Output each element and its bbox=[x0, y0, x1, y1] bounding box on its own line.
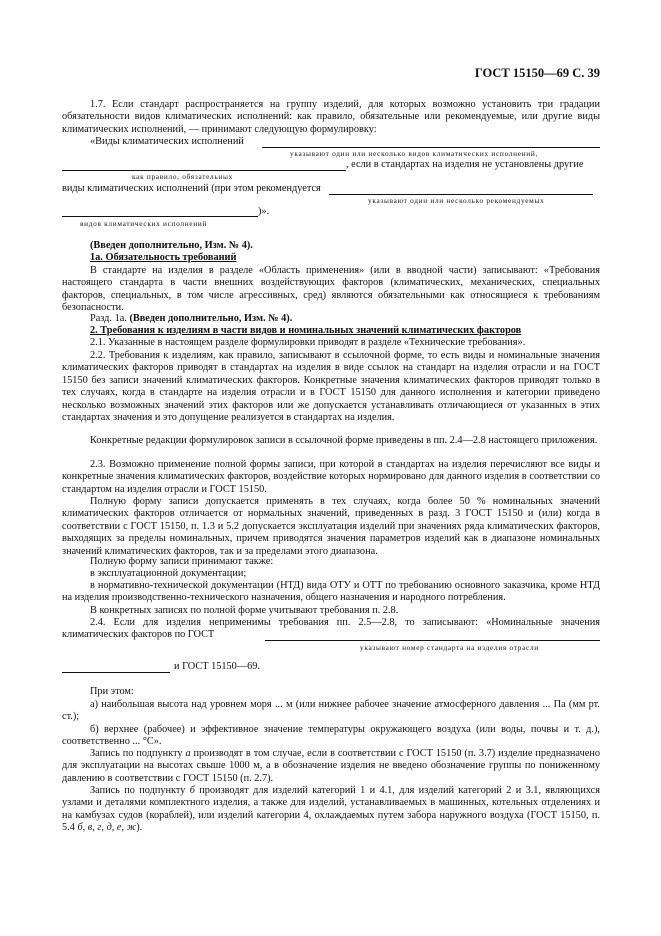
formula-line-4-tail: )». bbox=[258, 206, 270, 217]
caption-3: указывают один или несколько рекомендуемых bbox=[368, 196, 545, 205]
gost-line-tail: и ГОСТ 15150—69. bbox=[174, 661, 260, 672]
page-header-code: ГОСТ 15150—69 С. 39 bbox=[474, 66, 600, 80]
para-2-4: 2.4. Если для изделия неприменимы требования пп. 2.5—2.8, то записывают: «Номинальные значения климатических факторов по ГОСТ bbox=[62, 617, 600, 641]
para-1-7: 1.7. Если стандарт распространяется на группу изделий, для которых возможно установить три градации обязательности видов климатических исполнений: как правило, обязательные или рекомендуемые, или другие виды климатических исполнений, — принимают следующую формулировку: bbox=[62, 99, 600, 135]
para-record-a bbox=[62, 748, 600, 785]
section-2-title-text: 2. Требования к изделиям в части видов и номинальных значений климатических факторов bbox=[90, 325, 522, 336]
formula-line-2-tail: , если в стандартах на изделия не установлены другие bbox=[346, 159, 584, 170]
para-whereas: При этом: bbox=[90, 686, 134, 697]
caption-1: указывают один или несколько видов климатических исполнений, bbox=[290, 149, 538, 158]
para-record-a-1: Запись по подпункту bbox=[90, 748, 186, 759]
caption-4: видов климатических исполнений bbox=[80, 219, 208, 228]
para-specific: В конкретных записях по полной форме учитывают требования п. 2.8. bbox=[90, 605, 399, 616]
blank-line-4 bbox=[62, 216, 258, 217]
para-record-b-letter: б bbox=[189, 785, 195, 796]
para-2-2: 2.2. Требования к изделиям, как правило, записывают в ссылочной форме, то есть виды и номинальные значения климатических факторов приводят в стандартах на изделия в виде ссылок на стандарт на изделия отрасли и на ГОСТ 15150 без записи значений климатических факторов. Конкретные значения климатических факторов приводят только в тех случаях, когда в стандарте на изделия отрасли и в ГОСТ 15150 для данного исполнения и категории приведено несколько возможных значений этих факторов или же допускается устанавливать отличающиеся от указанных в этих стандартах значения и это допущение реализуется в стандартах на изделия. bbox=[62, 350, 600, 424]
para-record-a-2: производят в том случае, если в соответствии с ГОСТ 15150 (п. 3.7) изделие предназначено для эксплуатации на высотах свыше 1000 м, а в обозначение изделия не введено обозначение группы по пониженному давлению в соответствии с ГОСТ 15150 (п. 2.7). bbox=[62, 748, 600, 784]
blank-line-gost-2 bbox=[62, 672, 170, 673]
blank-line-1 bbox=[262, 147, 600, 148]
para-also: Полную форму записи принимают также: bbox=[90, 556, 274, 567]
para-full-form: Полную форму записи допускается применять в тех случаях, когда более 50 % номинальных значений климатических факторов отличается от нормальных значений, приведенных в разд. 3 ГОСТ 15150 и (или) когда в соответствии с ГОСТ 15150, п. 1.3 и 5.2 допускается эксплуатация изделий при значениях ряда климатических факторов, выходящих за пределы номинальных, причем приводятся значения параметров изделий как в диапазоне номинальных значений климатических факторов, так и за пределами этого диапазона. bbox=[62, 496, 600, 557]
para-record-b bbox=[62, 785, 600, 835]
para-concrete-forms: Конкретные редакции формулировок записи в ссылочной форме приведены в пп. 2.4—2.8 настоящего приложения. bbox=[90, 435, 598, 446]
formula-line-1: «Виды климатических исполнений bbox=[90, 136, 244, 147]
para-record-a-letter: а bbox=[185, 748, 191, 759]
blank-line-2 bbox=[62, 170, 346, 171]
para-record-b-2: производят для изделий категорий 1 и 4.1, для изделий категорий 2 и 3.1, являющихся узлами и деталями комплектного изделия, а также для изделий, устанавливаемых в машинных, котельных отделениях и на камбузах судов (кораблей), или изделий категории 4, охлаждаемых путем забора наружного воздуха (ГОСТ 15150, п. 5.4 bbox=[62, 785, 600, 834]
section-1a-amendment bbox=[90, 313, 292, 325]
blank-line-gost bbox=[265, 640, 600, 641]
amendment-note-1: (Введен дополнительно, Изм. № 4). bbox=[90, 240, 253, 251]
para-record-b-3: ). bbox=[136, 822, 143, 834]
caption-2: как правило, обязательных bbox=[132, 172, 233, 181]
section-1a-amendment-prefix: Разд. 1а. bbox=[90, 313, 130, 324]
para-item-a: а) наибольшая высота над уровнем моря ... м (или нижнее рабочее значение атмосферного давления ... Па (мм рт. ст.); bbox=[62, 699, 600, 723]
para-2-1: 2.1. Указанные в настоящем разделе формулировки приводят в разделе «Технические требования». bbox=[90, 337, 526, 348]
para-record-b-1: Запись по подпункту bbox=[90, 785, 190, 796]
section-2-title bbox=[90, 325, 521, 337]
para-2-3: 2.3. Возможно применение полной формы записи, при которой в стандартах на изделия перечисляют все виды и конкретные значения климатических факторов, воздействие которых нормировано для данного изделия в соответствии со стандартом на изделия отрасли и ГОСТ 15150. bbox=[62, 459, 600, 495]
section-1a-title: 1а. Обязательность требований bbox=[90, 252, 237, 263]
para-item-b: б) верхнее (рабочее) и эффективное значение температуры окружающего воздуха (или воды, почвы и т. д.), соответственно ... °С». bbox=[62, 724, 600, 748]
para-ntd: в нормативно-технической документации (НТД) вида ОТУ и ОТТ по требованию основного заказчика, кроме НТД на изделия производственно-технического назначения, общего назначения и народного потребления. bbox=[62, 580, 600, 604]
caption-2-4: указывают номер стандарта на изделия отрасли bbox=[360, 643, 539, 652]
formula-line-3: виды климатических исполнений (при этом рекомендуется bbox=[62, 183, 321, 194]
section-1a-amendment-text: (Введен дополнительно, Изм. № 4). bbox=[129, 313, 293, 324]
section-1a-para: В стандарте на изделия в разделе «Область применения» (или в вводной части) записывают: «Требования настоящего стандарта в части внешних воздействующих факторов (климатических, механических, специальных факторов, специальных, в том числе агрессивных, сред) являются обязательными как относящиеся к требованиям безопасности. bbox=[62, 265, 600, 314]
para-operational-docs: в эксплуатационной документации; bbox=[90, 568, 247, 579]
blank-line-3 bbox=[329, 194, 593, 195]
page-body bbox=[62, 0, 600, 936]
para-record-b-items: б, в, г, д, е, ж bbox=[77, 822, 137, 834]
